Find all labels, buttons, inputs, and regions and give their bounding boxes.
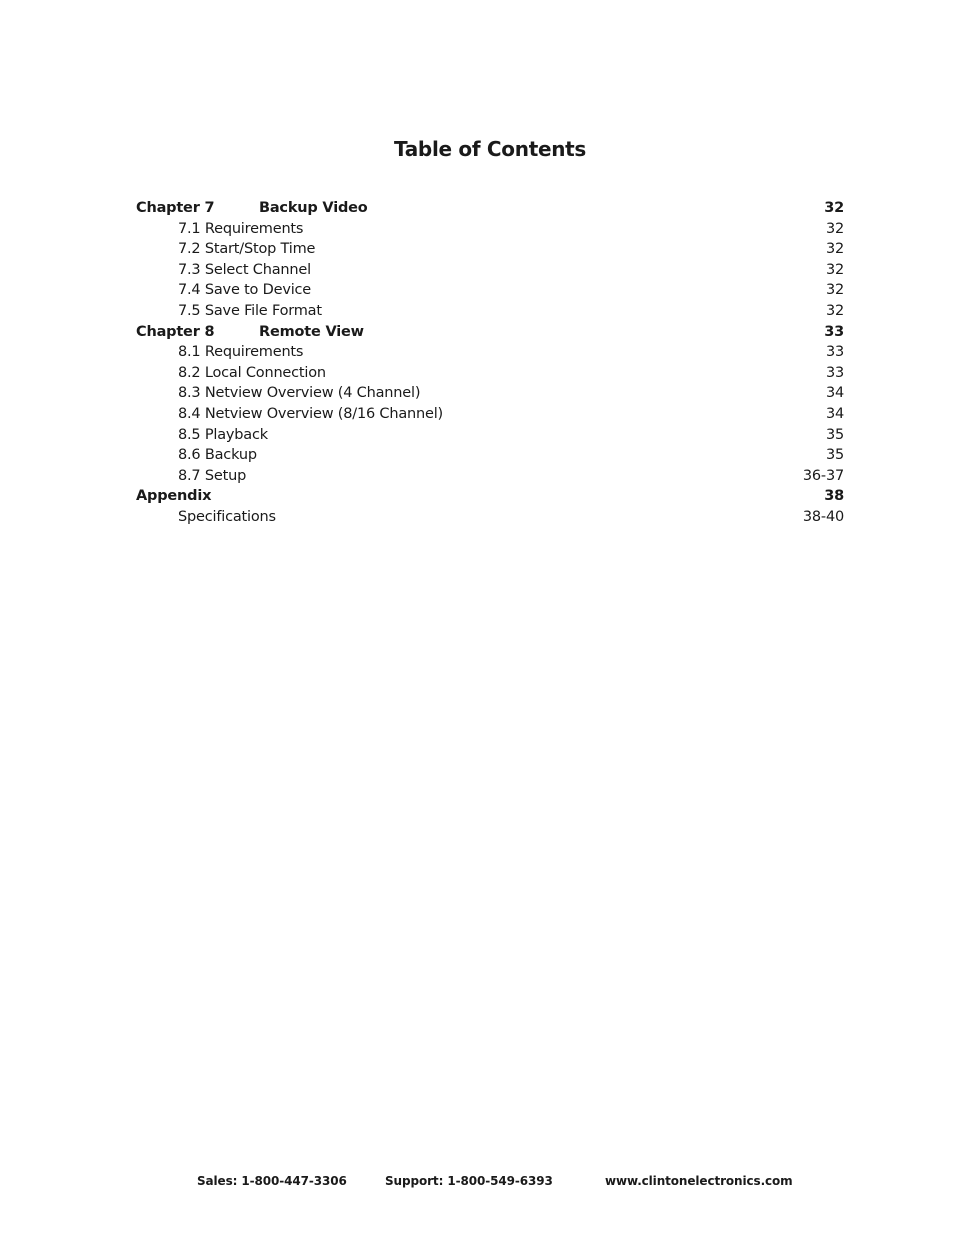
toc-page-number: 32 [825, 302, 844, 319]
toc-page-number: 33 [824, 323, 844, 340]
toc-entry-7-4[interactable] [136, 280, 844, 301]
toc-page-number: 35 [825, 447, 844, 464]
table-of-contents [136, 198, 844, 528]
toc-entry-label: 7.5 Save File Format [178, 302, 322, 319]
toc-page-number: 38-40 [802, 508, 844, 525]
support-phone: Support: 1-800-549-6393 [385, 1174, 553, 1188]
toc-entry-8-4[interactable] [136, 404, 844, 425]
toc-chapter-7[interactable] [136, 198, 844, 219]
toc-entry-label: 8.5 Playback [178, 426, 268, 443]
toc-chapter-label: Chapter 8 [136, 323, 215, 340]
toc-appendix[interactable] [136, 486, 844, 507]
toc-entry-8-1[interactable] [136, 342, 844, 363]
website-link[interactable]: www.clintonelectronics.com [605, 1174, 793, 1188]
toc-entry-label: 7.1 Requirements [178, 220, 304, 237]
toc-page-number: 32 [824, 200, 844, 216]
toc-entry-8-2[interactable] [136, 363, 844, 384]
toc-entry-7-5[interactable] [136, 301, 844, 322]
toc-entry-label: Specifications [178, 508, 276, 525]
toc-page-number: 32 [825, 220, 844, 237]
toc-entry-8-6[interactable] [136, 445, 844, 466]
toc-chapter-label: Appendix [136, 488, 212, 505]
page-title: Table of Contents [393, 137, 587, 161]
toc-chapter-8[interactable] [136, 322, 844, 343]
toc-page-number: 36-37 [802, 467, 844, 484]
sales-phone: Sales: 1-800-447-3306 [197, 1174, 347, 1188]
toc-entry-7-3[interactable] [136, 260, 844, 281]
toc-entry-label: 7.2 Start/Stop Time [178, 241, 316, 258]
toc-entry-specifications[interactable] [136, 507, 844, 528]
toc-page-number: 32 [825, 282, 844, 299]
toc-entry-8-5[interactable] [136, 425, 844, 446]
toc-entry-7-2[interactable] [136, 239, 844, 260]
toc-page-number: 38 [824, 488, 844, 505]
toc-page-number: 32 [825, 261, 844, 278]
toc-entry-label: 8.3 Netview Overview (4 Channel) [178, 385, 421, 402]
toc-page-number: 33 [825, 364, 844, 381]
toc-entry-label: 7.4 Save to Device [178, 282, 312, 299]
toc-entry-8-3[interactable] [136, 383, 844, 404]
toc-entry-label: 8.6 Backup [178, 447, 257, 464]
toc-entry-7-1[interactable] [136, 219, 844, 240]
toc-page-number: 32 [825, 241, 844, 258]
toc-entry-label: 8.4 Netview Overview (8/16 Channel) [178, 405, 444, 422]
toc-entry-8-7[interactable] [136, 466, 844, 487]
toc-chapter-title: Remote View [259, 323, 364, 340]
toc-page-number: 34 [825, 405, 844, 422]
toc-entry-label: 8.7 Setup [178, 467, 247, 484]
toc-chapter-label: Chapter 7 [136, 200, 215, 216]
toc-entry-label: 8.1 Requirements [178, 344, 304, 361]
toc-entry-label: 8.2 Local Connection [178, 364, 326, 381]
toc-page-number: 35 [825, 426, 844, 443]
toc-chapter-title: Backup Video [259, 200, 368, 216]
toc-page-number: 33 [825, 344, 844, 361]
toc-page-number: 34 [825, 385, 844, 402]
toc-entry-label: 7.3 Select Channel [178, 261, 311, 278]
